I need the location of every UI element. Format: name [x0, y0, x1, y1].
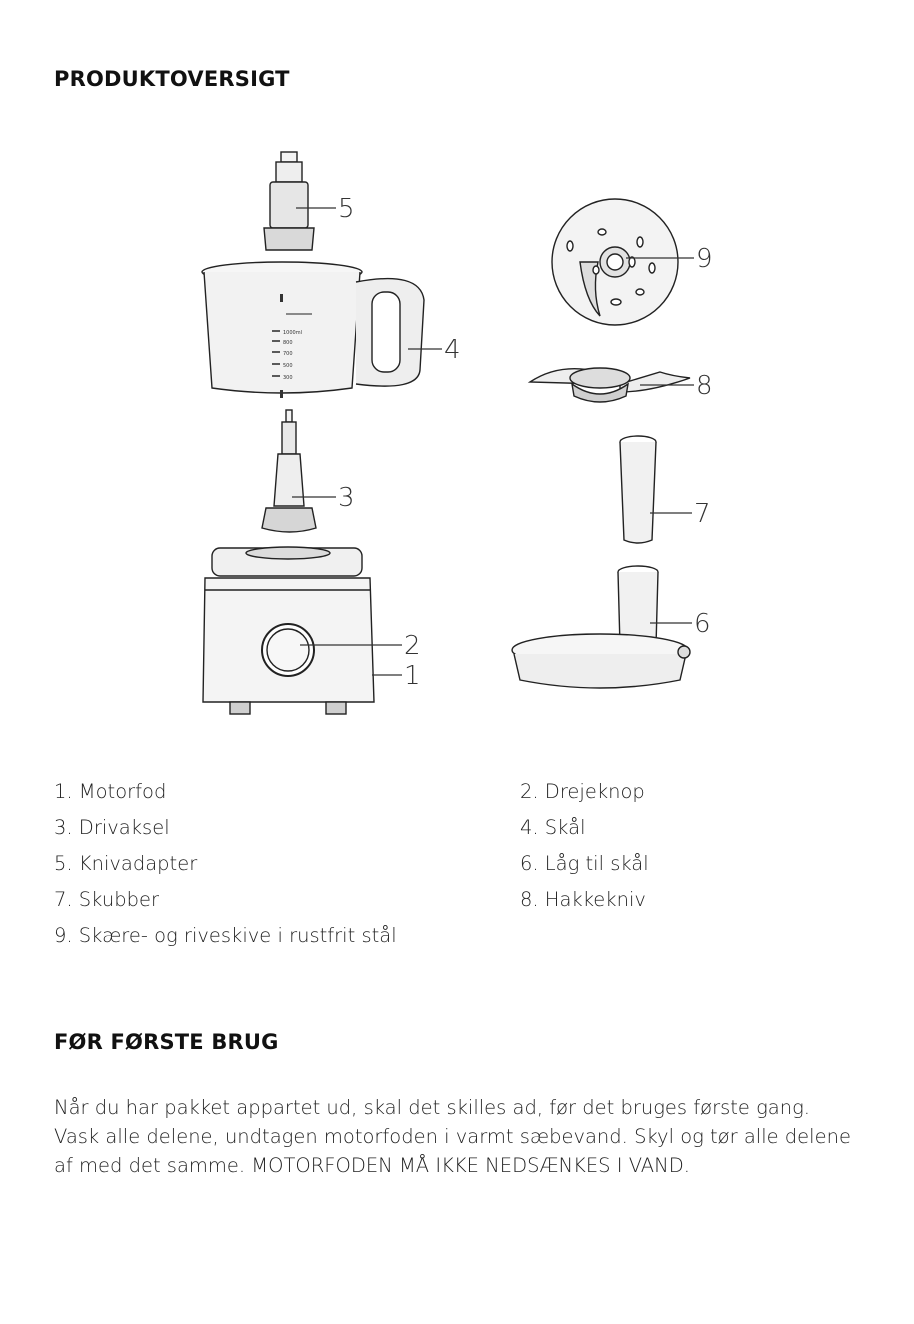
list-item: 7. Skubber [54, 888, 160, 911]
jug-mark: 700 [283, 351, 293, 357]
callout-1: 1 [404, 661, 421, 691]
callout-4: 4 [444, 335, 461, 365]
paragraph-line: af med det samme. MOTORFODEN MÅ IKKE NEDSÆNKES I VAND. [54, 1154, 690, 1177]
callout-3: 3 [338, 483, 355, 513]
bowl-illustration [202, 262, 424, 398]
list-item: 1. Motorfod [54, 780, 167, 803]
slicing-disc-illustration [552, 199, 678, 325]
list-item: 5. Knivadapter [54, 852, 198, 875]
knife-adapter-illustration [264, 152, 314, 250]
section-title-before-first-use: FØR FØRSTE BRUG [54, 1030, 279, 1054]
callout-2: 2 [404, 631, 421, 661]
list-item: 8. Hakkekniv [520, 888, 646, 911]
product-diagram [0, 120, 914, 740]
callout-5: 5 [338, 194, 355, 224]
jug-mark: 500 [283, 363, 293, 369]
jug-mark: 800 [283, 340, 293, 346]
list-item: 4. Skål [520, 816, 586, 839]
lid-illustration [512, 566, 690, 688]
list-item: 6. Låg til skål [520, 852, 649, 875]
paragraph-line: Vask alle delene, undtagen motorfoden i varmt sæbevand. Skyl og tør alle delene [54, 1125, 851, 1148]
list-item: 3. Drivaksel [54, 816, 170, 839]
list-item: 9. Skære- og riveskive i rustfrit stål [54, 924, 397, 947]
callout-9: 9 [696, 244, 713, 274]
list-item: 2. Drejeknop [520, 780, 645, 803]
drive-shaft-illustration [262, 410, 316, 532]
motor-base-illustration [203, 547, 374, 714]
callout-8: 8 [696, 371, 713, 401]
callout-7: 7 [694, 499, 711, 529]
pusher-illustration [620, 436, 656, 543]
jug-mark: 300 [283, 375, 293, 381]
callout-6: 6 [694, 609, 711, 639]
jug-mark: 1000ml [283, 330, 302, 336]
section-title-product-overview: PRODUKTOVERSIGT [54, 67, 290, 91]
before-first-use-paragraph [54, 1093, 874, 1180]
paragraph-line: Når du har pakket appartet ud, skal det skilles ad, før det bruges første gang. [54, 1096, 811, 1119]
